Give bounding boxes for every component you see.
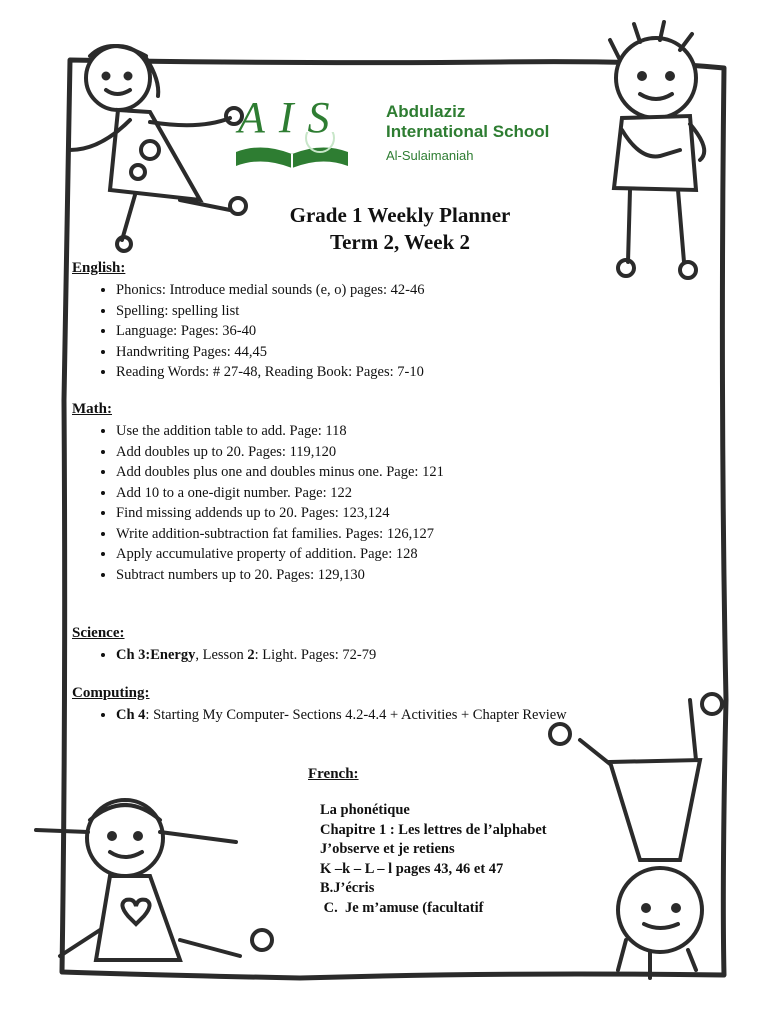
list-item: • Handwriting Pages: 44,45 <box>116 342 652 363</box>
math-list <box>72 421 652 585</box>
computing-chapter: Ch 4 <box>116 707 146 723</box>
science-lesson-number: 2 <box>247 647 255 663</box>
list-item: • Find missing addends up to 20. Pages: 123,124 <box>116 503 652 524</box>
list-item <box>116 705 652 726</box>
math-section <box>72 401 652 585</box>
french-line: Chapitre 1 : Les lettres de l’alphabet <box>320 821 547 838</box>
girl-doodle-bottom-left-icon <box>36 800 272 960</box>
logo-letters: AIS <box>238 93 344 142</box>
school-city: Al-Sulaimaniah <box>386 148 474 163</box>
science-heading: Science: <box>72 625 125 641</box>
list-item <box>116 645 652 666</box>
planner-subtitle: Term 2, Week 2 <box>330 230 470 254</box>
girl-doodle-top-left-icon <box>70 46 246 251</box>
french-line: La phonétique <box>320 802 410 818</box>
school-name <box>386 102 549 142</box>
list-item: • Apply accumulative property of addition. Page: 128 <box>116 544 652 565</box>
english-heading: English: <box>72 260 126 276</box>
science-lesson-detail: : Light. Pages: 72-79 <box>254 647 377 663</box>
computing-list <box>72 705 652 726</box>
science-lesson-label: , Lesson <box>195 647 248 663</box>
french-heading: French: <box>308 766 359 782</box>
list-item: • Language: Pages: 36-40 <box>116 321 652 342</box>
list-item: • Subtract numbers up to 20. Pages: 129,130 <box>116 565 652 586</box>
school-name-line1: Abdulaziz <box>386 102 466 121</box>
french-line: B.J’écris <box>320 880 375 896</box>
planner-title: Grade 1 Weekly Planner <box>289 203 511 227</box>
list-item: • Spelling: spelling list <box>116 301 652 322</box>
french-line: J’observe et je retiens <box>320 841 455 857</box>
list-item: • Add 10 to a one-digit number. Page: 122 <box>116 483 652 504</box>
boy-doodle-bottom-right-icon <box>550 694 722 978</box>
list-item: • Write addition-subtraction fat families. Pages: 126,127 <box>116 524 652 545</box>
french-section <box>308 766 547 918</box>
school-name-line2: International School <box>386 122 550 141</box>
computing-heading: Computing: <box>72 685 150 701</box>
french-line: K –k – L – l pages 43, 46 et 47 <box>320 860 504 877</box>
open-book-icon <box>232 132 352 172</box>
computing-section <box>72 685 652 726</box>
english-section <box>72 260 652 383</box>
science-section <box>72 625 652 666</box>
computing-detail: : Starting My Computer- Sections 4.2-4.4 + Activities + Chapter Review <box>145 707 567 723</box>
science-list <box>72 645 652 666</box>
boy-doodle-top-right-icon <box>610 22 704 278</box>
list-item: • Add doubles up to 20. Pages: 119,120 <box>116 442 652 463</box>
english-list <box>72 280 652 383</box>
school-logo <box>232 92 572 182</box>
list-item: • Use the addition table to add. Page: 118 <box>116 421 652 442</box>
list-item: • Add doubles plus one and doubles minus one. Page: 121 <box>116 462 652 483</box>
list-item: • Phonics: Introduce medial sounds (e, o) pages: 42-46 <box>116 280 652 301</box>
list-item: • Reading Words: # 27-48, Reading Book: Pages: 7-10 <box>116 362 652 383</box>
math-heading: Math: <box>72 401 112 417</box>
science-chapter: Ch 3:Energy <box>116 647 196 663</box>
french-line: C. Je m’amuse (facultatif <box>320 899 484 916</box>
